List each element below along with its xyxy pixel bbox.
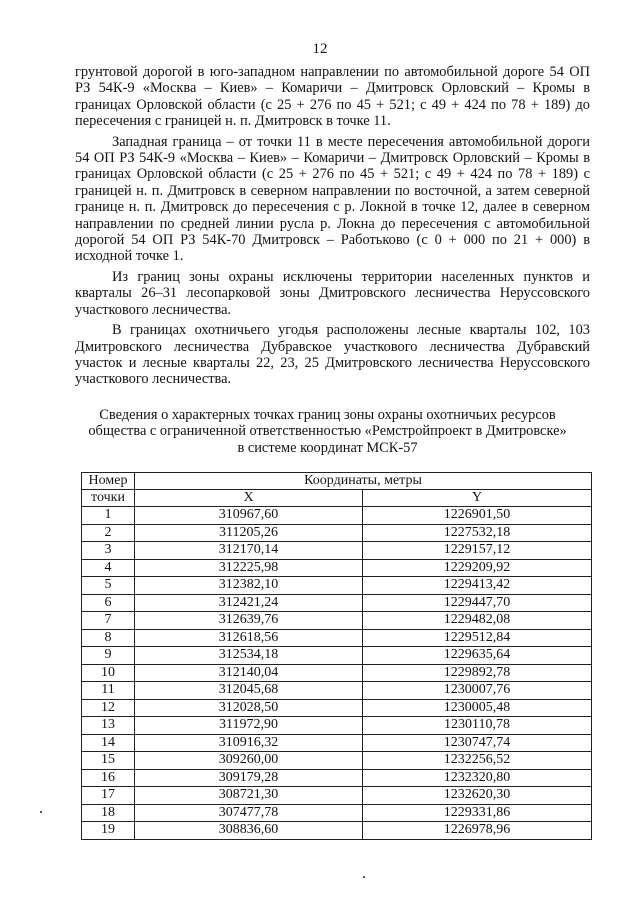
table-row	[82, 594, 592, 612]
page-number: 12	[312, 41, 328, 57]
header-x: X	[135, 490, 363, 507]
coordinates-table-body	[82, 507, 592, 840]
point-number-cell: 8	[82, 629, 135, 647]
table-row	[82, 734, 592, 752]
x-coordinate-cell: 310916,32	[135, 734, 363, 752]
table-row	[82, 682, 592, 700]
x-coordinate-cell: 312028,50	[135, 699, 363, 717]
table-row	[82, 717, 592, 735]
table-row	[82, 647, 592, 665]
paragraph-northern-boundary-end: грунтовой дорогой в юго-западном направлении по автомобильной дороге 54 ОП РЗ 54К-9 «Москва – Киев» – Комаричи – Дмитровск Орловский – Кромы в границах Орловской области (с 25 + 276 по 45 + 521; с 49 + 424 по 78 + 189) до пересечения с границей н. п. Дмитровск в точке 11.	[75, 64, 590, 130]
table-row	[82, 769, 592, 787]
x-coordinate-cell: 308836,60	[135, 822, 363, 840]
x-coordinate-cell: 308721,30	[135, 787, 363, 805]
point-number-cell: 19	[82, 822, 135, 840]
point-number-cell: 9	[82, 647, 135, 665]
point-number-cell: 1	[82, 507, 135, 525]
y-coordinate-cell: 1230007,76	[363, 682, 592, 700]
point-number-cell: 14	[82, 734, 135, 752]
header-point-number: Номер	[82, 473, 135, 490]
point-number-cell: 3	[82, 542, 135, 560]
x-coordinate-cell: 312140,04	[135, 664, 363, 682]
scan-speck	[363, 876, 365, 878]
table-row	[82, 787, 592, 805]
x-coordinate-cell: 312045,68	[135, 682, 363, 700]
x-coordinate-cell: 307477,78	[135, 804, 363, 822]
y-coordinate-cell: 1230747,74	[363, 734, 592, 752]
x-coordinate-cell: 310967,60	[135, 507, 363, 525]
point-number-cell: 16	[82, 769, 135, 787]
header-y: Y	[363, 490, 592, 507]
y-coordinate-cell: 1229447,70	[363, 594, 592, 612]
y-coordinate-cell: 1229157,12	[363, 542, 592, 560]
x-coordinate-cell: 311205,26	[135, 524, 363, 542]
x-coordinate-cell: 309260,00	[135, 752, 363, 770]
y-coordinate-cell: 1229331,86	[363, 804, 592, 822]
table-row	[82, 699, 592, 717]
point-number-cell: 13	[82, 717, 135, 735]
scan-speck	[40, 811, 42, 813]
table-row	[82, 577, 592, 595]
body-text	[75, 64, 590, 388]
point-number-cell: 5	[82, 577, 135, 595]
point-number-cell: 18	[82, 804, 135, 822]
table-row	[82, 542, 592, 560]
point-number-cell: 10	[82, 664, 135, 682]
x-coordinate-cell: 312534,18	[135, 647, 363, 665]
table-row	[82, 559, 592, 577]
y-coordinate-cell: 1232620,30	[363, 787, 592, 805]
x-coordinate-cell: 312639,76	[135, 612, 363, 630]
x-coordinate-cell: 312225,98	[135, 559, 363, 577]
x-coordinate-cell: 312421,24	[135, 594, 363, 612]
y-coordinate-cell: 1232320,80	[363, 769, 592, 787]
table-caption-line: Сведения о характерных точках границ зоны охраны охотничьих ресурсов	[99, 407, 556, 423]
table-row	[82, 804, 592, 822]
table-row	[82, 752, 592, 770]
table-row	[82, 524, 592, 542]
y-coordinate-cell: 1229892,78	[363, 664, 592, 682]
paragraph-forest-quarters: В границах охотничьего угодья расположены лесные кварталы 102, 103 Дмитровского лесничества Дубравское участкового лесничества Дубравский участок и лесные кварталы 22, 23, 25 Дмитровского лесничества Неруссовского участкового лесничества.	[75, 322, 590, 388]
x-coordinate-cell: 312170,14	[135, 542, 363, 560]
y-coordinate-cell: 1232256,52	[363, 752, 592, 770]
x-coordinate-cell: 312618,56	[135, 629, 363, 647]
point-number-cell: 15	[82, 752, 135, 770]
point-number-cell: 17	[82, 787, 135, 805]
table-caption-line: в системе координат МСК-57	[237, 439, 418, 456]
y-coordinate-cell: 1226978,96	[363, 822, 592, 840]
x-coordinate-cell: 309179,28	[135, 769, 363, 787]
paragraph-western-boundary: Западная граница – от точки 11 в месте пересечения автомобильной дороги 54 ОП РЗ 54К-9 «Москва – Киев» – Комаричи – Дмитровск Орловский – Кромы в границах Орловской области (с 25 + 276 по 45 + 521; с 49 + 424 по 78 + 189) с границей н. п. Дмитровск в северном направлении по восточной, а затем северной границе н. п. Дмитровск до пересечения с р. Локной в точке 12, далее в северном направлении по средней линии русла р. Локна до пересечения с автомобильной дорогой 54 ОП РЗ 54К-70 Дмитровск – Работьково (с 0 + 000 по 21 + 000) в исходной точке 1.	[75, 133, 590, 265]
x-coordinate-cell: 311972,90	[135, 717, 363, 735]
header-coordinates: Координаты, метры	[135, 473, 592, 490]
table-row	[82, 507, 592, 525]
table-caption	[60, 407, 595, 456]
y-coordinate-cell: 1229482,08	[363, 612, 592, 630]
y-coordinate-cell: 1229512,84	[363, 629, 592, 647]
y-coordinate-cell: 1229635,64	[363, 647, 592, 665]
table-row	[82, 629, 592, 647]
y-coordinate-cell: 1229413,42	[363, 577, 592, 595]
y-coordinate-cell: 1230110,78	[363, 717, 592, 735]
table-row	[82, 664, 592, 682]
table-caption-line: общества с ограниченной ответственностью «Ремстройпроект в Дмитровске»	[88, 423, 567, 440]
y-coordinate-cell: 1230005,48	[363, 699, 592, 717]
y-coordinate-cell: 1229209,92	[363, 559, 592, 577]
table-row	[82, 822, 592, 840]
y-coordinate-cell: 1227532,18	[363, 524, 592, 542]
x-coordinate-cell: 312382,10	[135, 577, 363, 595]
paragraph-exclusions: Из границ зоны охраны исключены территории населенных пунктов и кварталы 26–31 лесопарковой зоны Дмитровского лесничества Неруссовского участкового лесничества.	[75, 268, 590, 318]
table-row	[82, 612, 592, 630]
point-number-cell: 6	[82, 594, 135, 612]
point-number-cell: 12	[82, 699, 135, 717]
point-number-cell: 2	[82, 524, 135, 542]
point-number-cell: 11	[82, 682, 135, 700]
coordinates-table	[81, 472, 592, 840]
y-coordinate-cell: 1226901,50	[363, 507, 592, 525]
point-number-cell: 4	[82, 559, 135, 577]
header-point-number-continued: точки	[82, 490, 135, 507]
point-number-cell: 7	[82, 612, 135, 630]
